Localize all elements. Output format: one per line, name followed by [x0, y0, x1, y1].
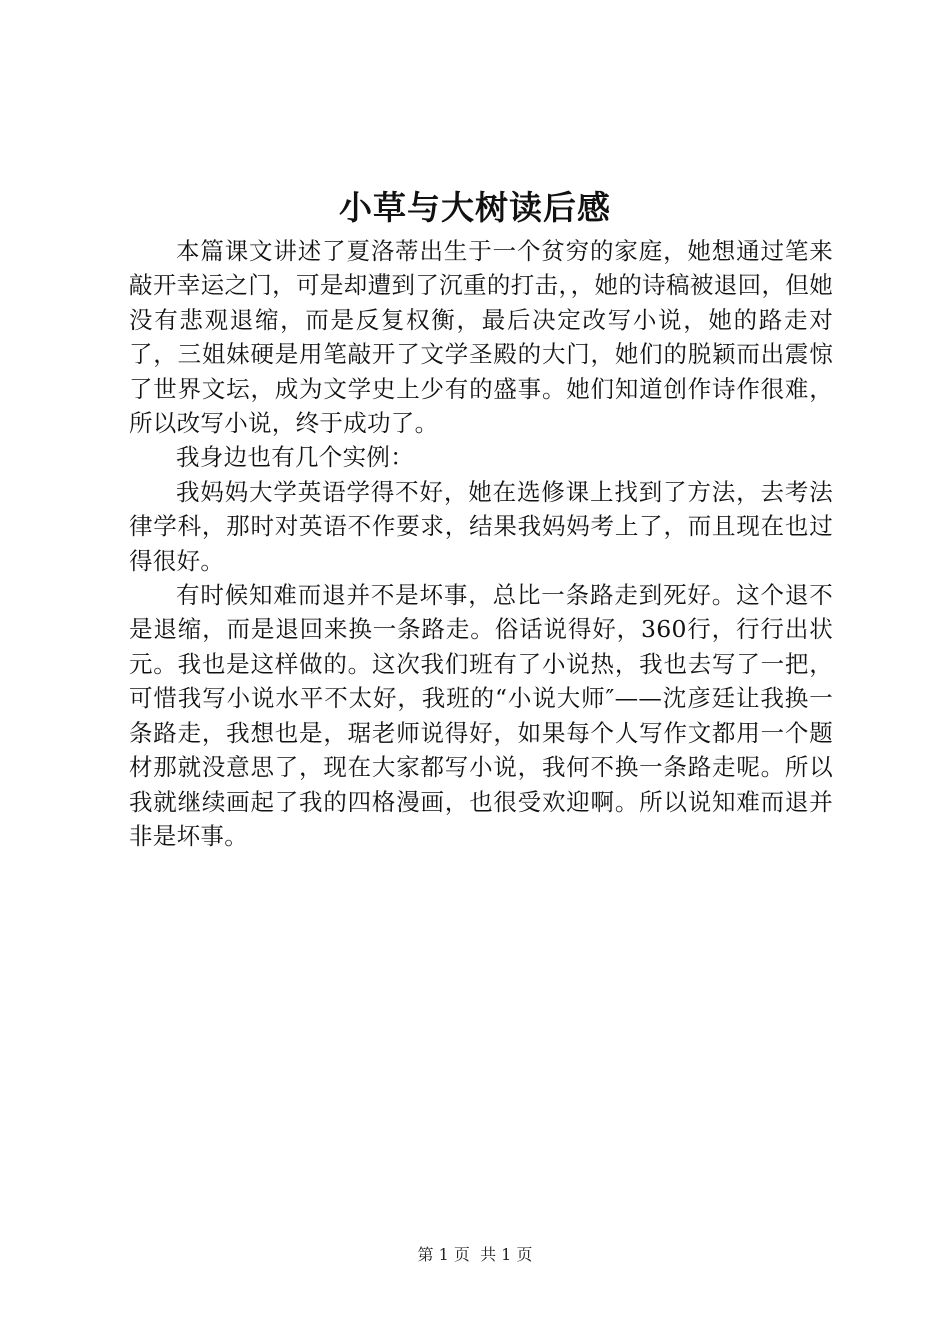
paragraph-1: 本篇课文讲述了夏洛蒂出生于一个贫穷的家庭，她想通过笔来敲开幸运之门，可是却遭到了沉重的打击，，她的诗稿被退回，但她没有悲观退缩，而是反复权衡，最后决定改写小说，她的路走对了，三姐妹硬是用笔敲开了文学圣殿的大门，她们的脱颖而出震惊了世界文坛，成为文学史上少有的盛事。她们知道创作诗作很难，所以改写小说，终于成功了。: [129, 237, 833, 438]
document-title: 小草与大树读后感: [339, 188, 611, 227]
page-number-label: 第 1 页 共 1 页: [417, 1245, 533, 1264]
document-body: [129, 234, 833, 853]
page-footer: [0, 1244, 950, 1266]
paragraph-2: 我身边也有几个实例：: [176, 443, 414, 472]
paragraph-4: 有时候知难而退并不是坏事，总比一条路走到死好。这个退不是退缩，而是退回来换一条路走。俗话说得好，360行，行行出状元。我也是这样做的。这次我们班有了小说热，我也去写了一把，可惜我写小说水平不太好，我班的“小说大师″——沈彦廷让我换一条路走，我想也是，琚老师说得好，如果每个人写作文都用一个题材那就没意思了，现在大家都写小说，我何不换一条路走呢。所以我就继续画起了我的四格漫画，也很受欢迎啊。所以说知难而退并非是坏事。: [129, 581, 833, 850]
paragraph-3: 我妈妈大学英语学得不好，她在选修课上找到了方法，去考法律学科，那时对英语不作要求，结果我妈妈考上了，而且现在也过得很好。: [129, 477, 833, 575]
